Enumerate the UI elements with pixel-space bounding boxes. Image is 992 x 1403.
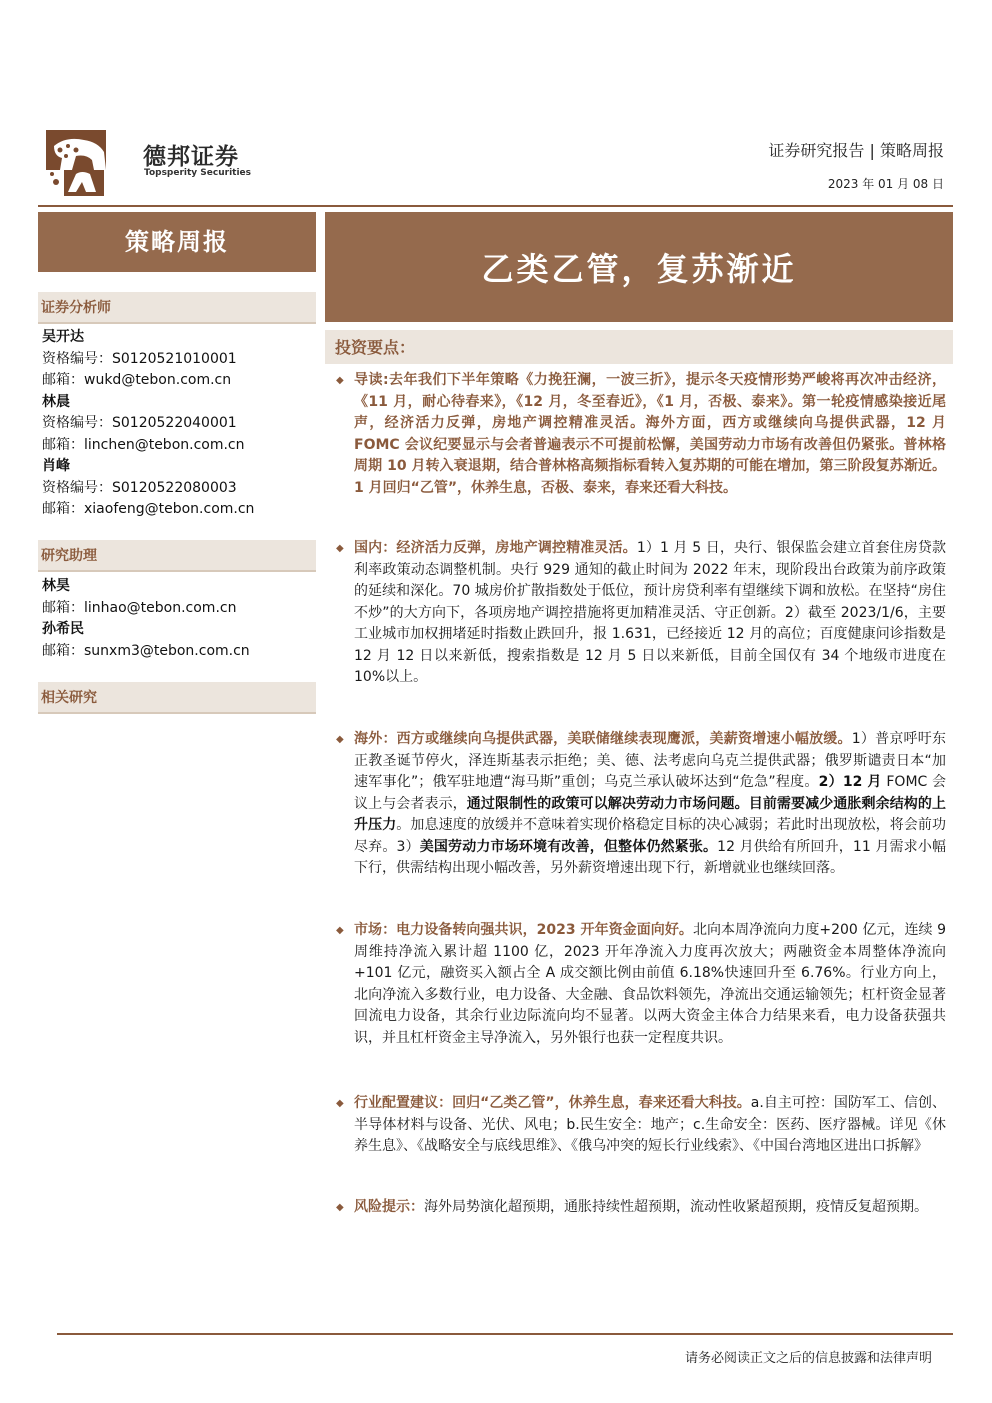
point-intro bbox=[336, 370, 946, 499]
bullet-icon: ◆ bbox=[336, 925, 344, 936]
analyst-heading: 证券分析师 bbox=[38, 292, 316, 324]
assistant-name: 林昊 bbox=[42, 578, 70, 594]
point-lead: 海外：西方或继续向乌提供武器，美联储继续表现鹰派，美薪资增速小幅放缓。 bbox=[354, 731, 852, 747]
company-logo-icon bbox=[46, 130, 122, 196]
bullet-icon: ◆ bbox=[336, 734, 344, 745]
assistant-name: 孙希民 bbox=[42, 621, 84, 637]
point-allocation bbox=[336, 1093, 946, 1158]
analyst-email: 邮箱：linchen@tebon.com.cn bbox=[42, 436, 245, 453]
point-body: 1）普京呼吁东正教圣诞节停火，泽连斯基表示拒绝；美、德、法考虑向乌克兰提供武器；俄罗斯谴责日本“加速军事化”；俄军驻地遭“海马斯”重创；乌克兰承认破坏达到“危急”程度。 bbox=[354, 731, 946, 790]
investment-points-heading: 投资要点： bbox=[325, 330, 953, 364]
assistant-email: 邮箱：sunxm3@tebon.com.cn bbox=[42, 642, 250, 659]
bullet-icon: ◆ bbox=[336, 375, 344, 386]
point-overseas bbox=[336, 729, 946, 880]
logo-english-name: Topsperity Securities bbox=[144, 168, 251, 178]
point-body: 北向本周净流向力度+200 亿元，连续 9 周维持净流入累计超 1100 亿，2023 开年净流入力度再次放大；两融资金本周整体净流向+101 亿元，融资买入额占全 A 成交额比例由前值 6.18%快速回升至 6.76%。行业方向上，北向净流入多数行业，电力设备、大金融、食品饮料领先，净流出交通运输领先；杠杆资金显著回流电力设备，其余行业边际流向均不显著。以两大资金主体合力结果来看，电力设备获强共识，并且杠杆资金主导净流入，另外银行也获一定程度共识。 bbox=[354, 922, 946, 1046]
point-body: 1）1 月 5 日，央行、银保监会建立首套住房贷款利率政策动态调整机制。央行 929 通知的截止时间为 2022 年末，现阶段出台政策为前序政策的延续和深化。70 城房价扩散指数处于低位，预计房贷利率有望继续下调和放松。在坚持“房住不炒”的大方向下，各项房地产调控措施将更加精准灵活、守正创新。2）截至 2023/1/6，主要工业城市加权拥堵延时指数止跌回升，报 1.631，已经接近 12 月的高位；百度健康问诊指数是 12 月 12 日以来新低，搜索指数是 12 月 5 日以来新低，目前全国仅有 34 个地级市进度在 10%以上。 bbox=[354, 540, 947, 685]
report-title: 乙类乙管，复苏渐近 bbox=[325, 212, 953, 322]
point-body: a.自主可控：国防军工、信创、半导体材料与设备、光伏、风电；b.民生安全：地产；c.生命安全：医药、医疗器械。详见《休养生息》、《战略安全与底线思维》、《俄乌冲突的短长行业线索》、《中国台湾地区进出口拆解》 bbox=[354, 1095, 946, 1154]
bullet-icon: ◆ bbox=[336, 1098, 344, 1109]
assistant-email: 邮箱：linhao@tebon.com.cn bbox=[42, 599, 237, 616]
point-emphasis: 美国劳动力市场环境有改善，但整体仍然紧张。 bbox=[419, 838, 718, 855]
analyst-name: 肖峰 bbox=[42, 458, 70, 474]
legal-disclaimer: 请务必阅读正文之后的信息披露和法律声明 bbox=[684, 1351, 932, 1366]
analyst-name: 林晨 bbox=[42, 393, 70, 410]
assistant-heading: 研究助理 bbox=[38, 540, 316, 572]
analyst-cert: 资格编号：S0120522040001 bbox=[42, 415, 237, 431]
analyst-name: 吴开达 bbox=[42, 329, 84, 345]
point-lead: 导读:去年我们下半年策略《力挽狂澜，一波三折》，提示冬天疫情形势严峻将再次冲击经济，《11 月，耐心待春来》，《12 月，冬至春近》，《1 月，否极、泰来》。第一轮疫情感染接近尾声，经济活力反弹，房地产调控精准灵活。海外方面，西方或继续向乌提供武器，12 月 FOMC 会议纪要显示与会者普遍表示不可提前松懈，美国劳动力市场有改善但仍紧张。普林格周期 10 月转入衰退期，结合普林格高频指标看转入复苏期的可能在增加，第三阶段复苏渐近。1 月回归“乙管”，休养生息，否极、泰来，春来还看大科技。 bbox=[354, 372, 946, 496]
analyst-cert: 资格编号：S0120522080003 bbox=[42, 479, 237, 496]
report-date: 2023 年 01 月 08 日 bbox=[827, 177, 944, 191]
point-domestic bbox=[336, 538, 946, 689]
point-body: 海外局势演化超预期，通胀持续性超预期，流动性收紧超预期，疫情反复超预期。 bbox=[424, 1199, 928, 1215]
point-market bbox=[336, 920, 946, 1049]
sidebar-banner: 策略周报 bbox=[38, 212, 316, 272]
logo-chinese-name: 德邦证券 bbox=[143, 144, 239, 170]
analyst-email: 邮箱：xiaofeng@tebon.com.cn bbox=[42, 501, 255, 517]
point-lead: 国内：经济活力反弹，房地产调控精准灵活。 bbox=[354, 540, 637, 556]
analyst-cert: 资格编号：S0120521010001 bbox=[42, 350, 237, 367]
point-lead: 风险提示： bbox=[354, 1199, 424, 1215]
point-risk bbox=[336, 1197, 946, 1219]
header-divider bbox=[38, 205, 953, 207]
point-emphasis: 通过限制性的政策可以解决劳动力市场问题。目前需要减少通胀剩余结构的上升压力 bbox=[354, 795, 946, 833]
analyst-email: 邮箱：wukd@tebon.com.cn bbox=[42, 372, 232, 388]
point-body: 。加息速度的放缓并不意味着实现价格稳定目标的决心减弱；若此时出现放松，将会前功尽弃。3） bbox=[354, 817, 947, 855]
footer-divider bbox=[57, 1333, 953, 1335]
point-body: 12 月供给有所回升，11 月需求小幅下行，供需结构出现小幅改善，另外薪资增速出现下行，新增就业也继续回落。 bbox=[354, 838, 946, 876]
point-emphasis: 2）12 月 bbox=[818, 774, 882, 790]
bullet-icon: ◆ bbox=[336, 1202, 344, 1213]
document-type: 证券研究报告 | 策略周报 bbox=[768, 141, 944, 160]
analyst-list bbox=[42, 327, 254, 521]
point-lead: 市场：电力设备转向强共识，2023 开年资金面向好。 bbox=[354, 922, 693, 938]
point-lead: 行业配置建议：回归“乙类乙管”，休养生息，春来还看大科技。 bbox=[354, 1095, 751, 1111]
assistant-list bbox=[42, 576, 250, 662]
related-research-heading: 相关研究 bbox=[38, 682, 316, 714]
point-body: FOMC 会议上与会者表示， bbox=[354, 774, 946, 812]
bullet-icon: ◆ bbox=[336, 543, 344, 554]
